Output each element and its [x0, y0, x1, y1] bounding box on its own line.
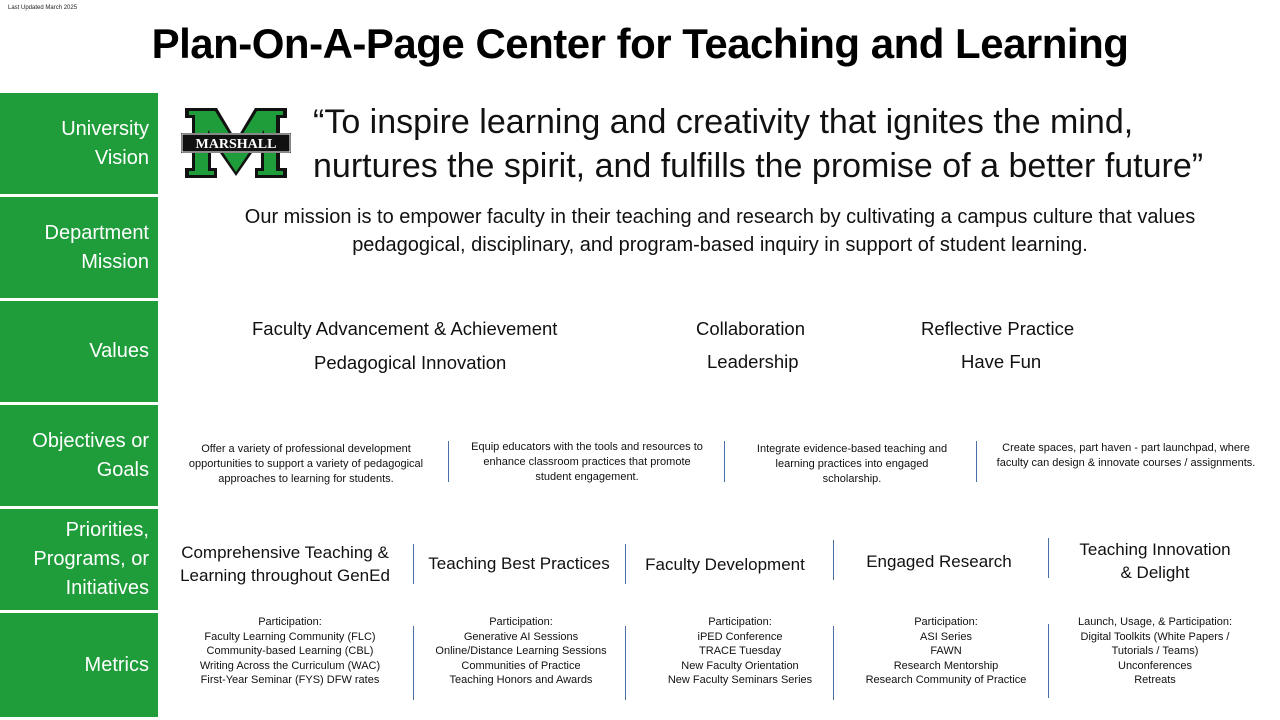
row-label-objectives: Objectives or Goals [0, 405, 158, 509]
value-item: Faculty Advancement & Achievement [252, 318, 558, 339]
column-divider [724, 441, 725, 482]
row-label-department-mission: Department Mission [0, 197, 158, 301]
svg-text:MARSHALL: MARSHALL [195, 137, 277, 152]
row-label-values: Values [0, 301, 158, 405]
priority-item: Comprehensive Teaching & Learning throughout GenEd [180, 543, 390, 585]
column-divider [833, 626, 834, 700]
objective-item: Offer a variety of professional development opportunities to support a variety of pedagogical approaches to learning for students. [188, 443, 424, 485]
department-mission-text: Our mission is to empower faculty in their teaching and research by cultivating a campus culture that values pedagogical, disciplinary, and program-based inquiry in support of student learning. [244, 206, 1196, 256]
column-divider [1048, 538, 1049, 578]
column-divider [833, 540, 834, 580]
row-label-sidebar [0, 93, 158, 717]
column-divider [976, 441, 977, 482]
column-divider [625, 544, 626, 584]
objective-item: Create spaces, part haven - part launchpad, where faculty can design & innovate courses / assignments. [996, 442, 1256, 469]
column-divider [448, 441, 449, 482]
value-item: Collaboration [696, 318, 806, 339]
row-label-university-vision: University Vision [0, 93, 158, 197]
marshall-logo [181, 104, 291, 182]
priority-item: Teaching Best Practices [428, 554, 610, 573]
row-label-priorities: Priorities, Programs, or Initiatives [0, 509, 158, 613]
column-divider [413, 544, 414, 584]
metric-item: Participation: ASI Series FAWN Research Mentorship Research Community of Practice [865, 616, 1027, 686]
value-item: Pedagogical Innovation [314, 352, 507, 373]
value-item: Have Fun [961, 351, 1042, 372]
metric-item: Participation: Generative AI Sessions Online/Distance Learning Sessions Communities of Practice Teaching Honors and Awards [435, 616, 607, 686]
page-title: Plan-On-A-Page Center for Teaching and Learning [151, 20, 1129, 67]
row-label-metrics: Metrics [0, 613, 158, 717]
priority-item: Faculty Development [645, 555, 805, 574]
metric-item: Participation: iPED Conference TRACE Tuesday New Faculty Orientation New Faculty Seminars Series [667, 616, 813, 686]
priority-item: Teaching Innovation & Delight [1079, 540, 1231, 582]
objective-item: Equip educators with the tools and resources to enhance classroom practices that promote student engagement. [471, 441, 703, 483]
column-divider [1048, 624, 1049, 698]
value-item: Reflective Practice [921, 318, 1075, 339]
metric-item: Participation: Faculty Learning Community (FLC) Community-based Learning (CBL) Writing Across the Curriculum (WAC) First-Year Seminar (FYS) DFW rates [199, 616, 381, 686]
last-updated-note: Last Updated March 2025 [8, 5, 78, 11]
value-item: Leadership [707, 351, 799, 372]
priority-item: Engaged Research [866, 552, 1012, 571]
column-divider [413, 626, 414, 700]
column-divider [625, 626, 626, 700]
metric-item: Launch, Usage, & Participation: Digital Toolkits (White Papers / Tutorials / Teams) Unconferences Retreats [1077, 616, 1233, 686]
objective-item: Integrate evidence-based teaching and learning practices into engaged scholarship. [756, 443, 948, 485]
university-vision-quote: “To inspire learning and creativity that ignites the mind, nurtures the spirit, and fulfills the promise of a better future” [313, 103, 1204, 185]
